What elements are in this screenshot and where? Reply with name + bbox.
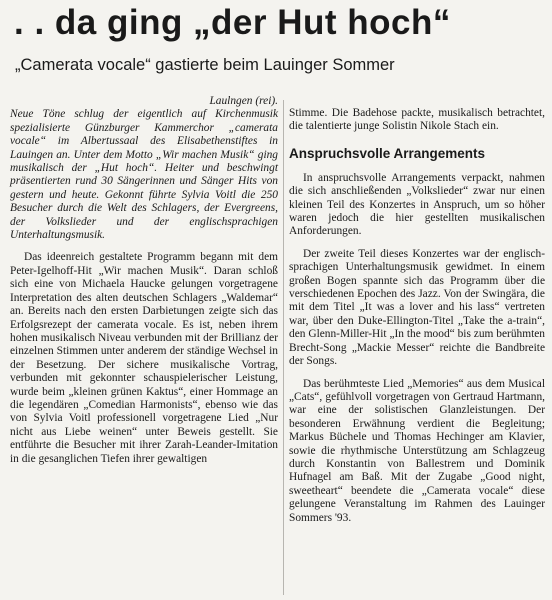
left-column [10, 95, 278, 466]
column-divider [283, 100, 284, 595]
body-paragraph-left: Das ideenreich gestaltete Programm begann mit dem Peter-Igelhoff-Hit „Wir machen Musik“. Daran schloß sich eine von Michaela Haucke gelungen vorgetragene Interpretation des alten deutschen Schlagers „Waldemar“ an. Bereits nach den ersten Darbietungen zeigte sich das Erfolgsrezept der camerata vocale. Es ist, neben ihrem hohen musikalisch Niveau verbunden mit der Brillianz der einzelnen Stimmen unter anderem der ständige Wechsel in der Besetzung. Der sichere musikalische Vortrag, verbunden mit gekonnter schauspielerischer Leistung, wurde beim „kleinen grünen Kaktus“, einer Hommage an die legendären „Comedian Harmonists“, ebenso wie das von Sylvia Voitl professionell vorgetragene Lied „Nur nicht aus Liebe weinen“ unter Beweis gestellt. Sie entführte die Besucher mit ihrer Zarah-Leander-Imitation in die gesanglichen Tiefen ihrer gewaltigen [10, 251, 278, 465]
right-column [289, 107, 545, 525]
body-paragraph-english: Der zweite Teil dieses Konzertes war der englisch-sprachigen Unterhaltungsmusik gewidmet. In einem großen Bogen spannte sich das Programm über die verschiedenen Epochen des Jazz. Von der Swingära, die mit dem Titel „It was a lover and his lass“ vertreten war, über den Duke-Ellington-Titel „Take the a-train“, den Glenn-Miller-Hit „In the mood“ bis zum berühmten Brecht-Song „Mackie Messer“ reichte die Bandbreite der Songs. [289, 247, 545, 368]
paragraph-gap [289, 239, 545, 248]
paragraph-gap [289, 369, 545, 378]
subheadline: „Camerata vocale“ gastierte beim Lauinger Sommer [15, 56, 395, 74]
section-heading: Anspruchsvolle Arrangements [289, 145, 486, 161]
paragraph-gap [10, 242, 278, 251]
body-paragraph-arrangements: In anspruchsvolle Arrangements verpackt, nahmen die sich anschließenden „Volkslieder“ zwar nur einen kleinen Teil des Konzertes in Anspruch, um so höher waren jedoch die hier gestellten musikalischen Anforderungen. [289, 171, 545, 238]
intro-paragraph: Neue Töne schlug der eigentlich auf Kirchenmusik spezialisierte Günzburger Kammerchor „camerata vocale“ im Albertussaal des Elisabethenstiftes in Lauingen an. Unter dem Motto „Wir machen Musik“ ging musikalisch der „Hut hoch“. Heiter und beschwingt präsentierten rund 30 Sängerinnen und Sänger Hits von gestern und heute. Gekonnt führte Sylvia Voitl die 250 Besucher durch die Welt des Schlagers, der Evergreens, der Volkslieder und der englischsprachigen Unterhaltungsmusik. [10, 108, 278, 242]
body-paragraph-continued: Stimme. Die Badehose packte, musikalisch betrachtet, die talentierte junge Solistin Nikole Stach ein. [289, 107, 545, 133]
body-paragraph-memories: Das berühmteste Lied „Memories“ aus dem Musical „Cats“, gefühlvoll vorgetragen von Gertraud Hartmann, war eine der solistischen Glanzleistungen. Der besonderen Erwähnung verdient die Begleitung; Markus Büchele und Thomas Hechinger am Klavier, sowie die rhythmische Unterstützung am Schlagzeug durch Konstantin von Ballestrem und Dominik Hufnagel am Baß. Mit der Zugabe „Good night, sweetheart“ beendete die „Camerata vocale“ diese gelungene Veranstaltung im Rahmen des Lauinger Sommers '93. [289, 377, 545, 524]
headline: . . da ging „der Hut hoch“ [14, 3, 451, 42]
dateline: Laulngen (rei). [209, 95, 278, 107]
